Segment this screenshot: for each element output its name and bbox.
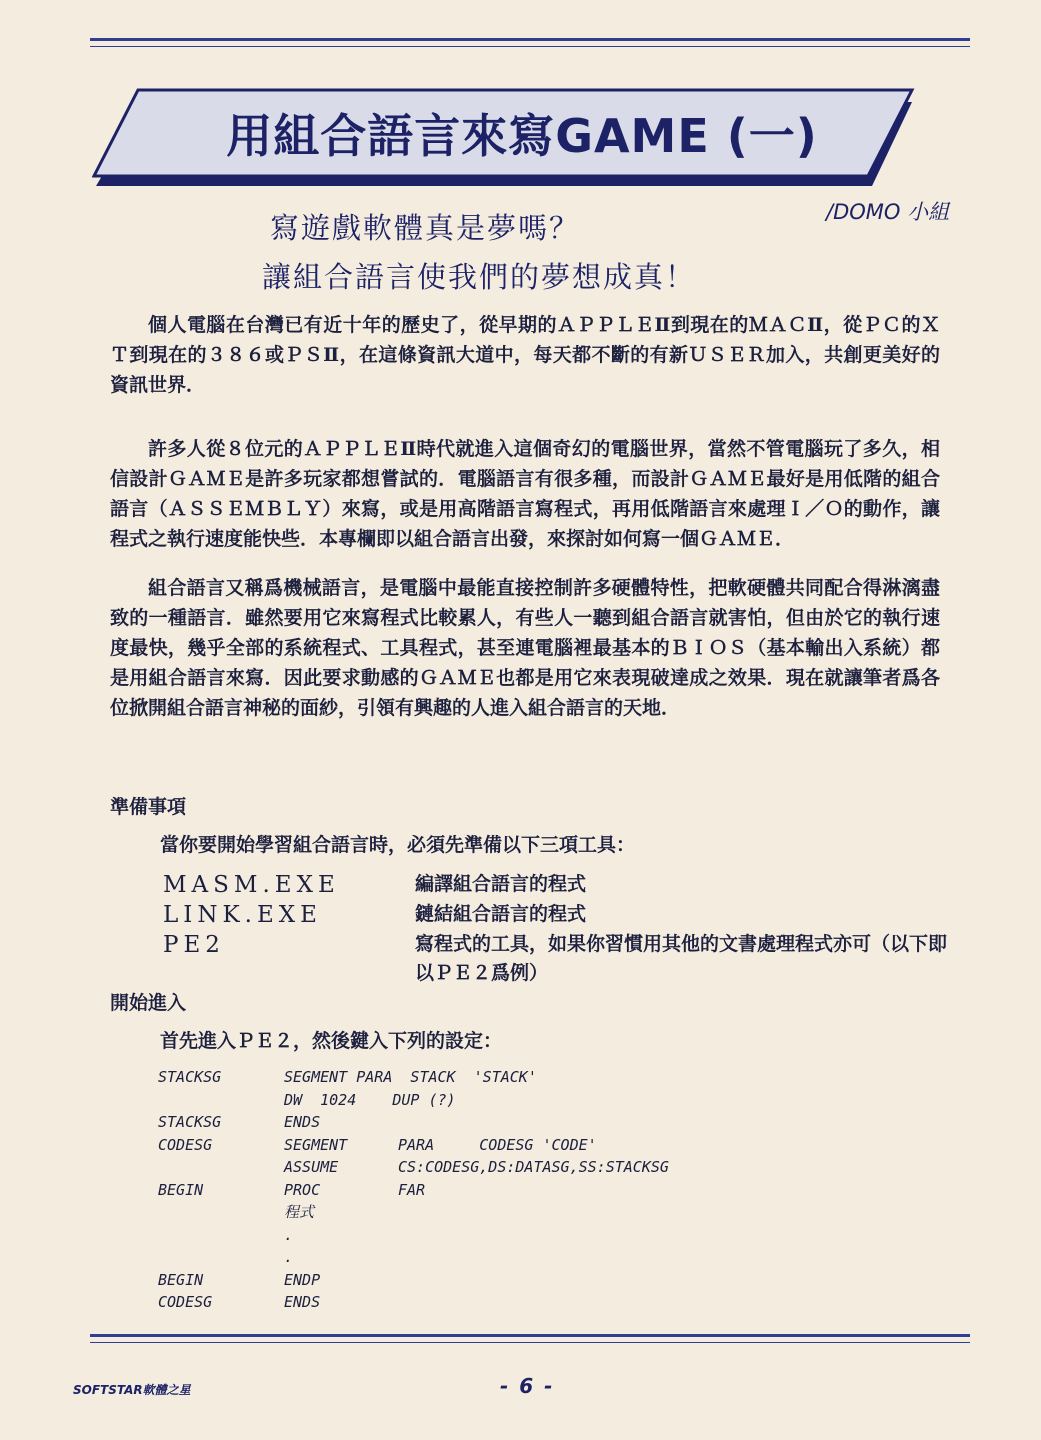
start-intro: 首先進入ＰＥ２，然後鍵入下列的設定： bbox=[160, 1030, 503, 1052]
footer-brand: SOFTSTAR軟體之星 bbox=[73, 1383, 191, 1397]
bottom-rule-thin bbox=[90, 1342, 970, 1343]
code-label bbox=[158, 1201, 284, 1224]
tools-list bbox=[163, 870, 953, 988]
code-label: CODESG bbox=[158, 1293, 213, 1311]
code-line bbox=[158, 1089, 798, 1112]
paragraph-1: 個人電腦在台灣已有近十年的歷史了，從早期的ＡＰＰＬＥⅡ到現在的ＭＡＣⅡ，從ＰＣ的ＸＴ到現在的３８６或ＰＳⅡ，在這條資訊大道中，每天都不斷的有新ＵＳＥＲ加入，共創更美好的資訊世界． bbox=[110, 314, 940, 396]
code-op: . bbox=[284, 1248, 294, 1266]
code-arg bbox=[398, 1269, 798, 1292]
tool-name: LINK.EXE bbox=[163, 902, 322, 928]
tool-item bbox=[163, 930, 953, 988]
code-arg: FAR bbox=[398, 1180, 426, 1199]
code-label bbox=[158, 1156, 284, 1179]
code-arg bbox=[398, 1246, 798, 1269]
article-title: 用組合語言來寫GAME (一) bbox=[226, 109, 818, 163]
code-line bbox=[158, 1111, 798, 1134]
code-line bbox=[158, 1269, 798, 1292]
code-op: 程式 bbox=[284, 1203, 315, 1221]
code-line bbox=[158, 1156, 798, 1179]
tool-desc: 鏈結組合語言的程式 bbox=[415, 903, 587, 925]
code-arg bbox=[398, 1066, 798, 1089]
code-op: SEGMENT bbox=[284, 1135, 348, 1154]
code-arg bbox=[398, 1224, 798, 1247]
paragraph-2: 許多人從８位元的ＡＰＰＬＥⅡ時代就進入這個奇幻的電腦世界，當然不管電腦玩了多久，相信設計ＧＡＭＥ是許多玩家都想嘗試的．電腦語言有很多種，而設計ＧＡＭＥ最好是用低階的組合語言（ＡＳＳＥＭＢＬＹ）來寫，或是用高階語言寫程式，再用低階語言來處理Ｉ／Ｏ的動作，讓程式之執行速度能快些．本專欄即以組合語言出發，來探討如何寫一個ＧＡＭＥ． bbox=[110, 438, 940, 550]
code-arg bbox=[398, 1089, 798, 1112]
code-op: SEGMENT PARA STACK 'STACK' bbox=[284, 1068, 537, 1086]
code-label: CODESG bbox=[158, 1135, 213, 1154]
code-op: ENDS bbox=[284, 1113, 321, 1131]
top-rule bbox=[90, 38, 970, 41]
code-op: . bbox=[284, 1225, 294, 1244]
subtitle-line-2: 讓組合語言使我們的夢想成真！ bbox=[262, 260, 697, 294]
tool-desc: 編譯組合語言的程式 bbox=[415, 873, 587, 895]
code-line bbox=[158, 1134, 798, 1157]
tool-desc: 寫程式的工具，如果你習慣用其他的文書處理程式亦可（以下即以ＰＥ２爲例） bbox=[415, 933, 948, 984]
code-arg bbox=[398, 1201, 798, 1224]
code-arg: CS:CODESG,DS:DATASG,SS:STACKSG bbox=[398, 1158, 669, 1176]
code-op: PROC bbox=[284, 1180, 321, 1199]
heading-prepare: 準備事項 bbox=[110, 796, 187, 818]
code-op: ENDS bbox=[284, 1293, 321, 1311]
code-label bbox=[158, 1246, 284, 1269]
top-rule-thin bbox=[90, 46, 970, 47]
tool-name: PE2 bbox=[163, 932, 225, 958]
code-label: STACKSG bbox=[158, 1113, 222, 1131]
tool-item bbox=[163, 900, 953, 930]
code-op: DW 1024 DUP (?) bbox=[284, 1090, 456, 1109]
code-arg bbox=[398, 1111, 798, 1134]
code-line bbox=[158, 1179, 798, 1202]
code-label: BEGIN bbox=[158, 1270, 204, 1289]
author-credit: /DOMO 小組 bbox=[826, 200, 950, 224]
code-line bbox=[158, 1291, 798, 1314]
code-label bbox=[158, 1089, 284, 1112]
code-line bbox=[158, 1066, 798, 1089]
page-number: - 6 - bbox=[500, 1374, 555, 1398]
tool-item bbox=[163, 870, 953, 900]
title-banner bbox=[92, 84, 922, 188]
paragraph-3: 組合語言又稱爲機械語言，是電腦中最能直接控制許多硬體特性，把軟硬體共同配合得淋漓盡致的一種語言．雖然要用它來寫程式比較累人，有些人一聽到組合語言就害怕，但由於它的執行速度最快，幾乎全部的系統程式、工具程式，甚至連電腦裡最基本的ＢＩＯＳ（基本輸出入系統）都是用組合語言來寫．因此要求動感的ＧＡＭＥ也都是用它來表現破達成之效果．現在就讓筆者爲各位掀開組合語言神秘的面紗，引領有興趣的人進入組合語言的天地． bbox=[110, 577, 940, 719]
code-line bbox=[158, 1201, 798, 1224]
code-arg: PARA CODESG 'CODE' bbox=[398, 1135, 597, 1154]
code-label bbox=[158, 1224, 284, 1247]
code-op: ASSUME bbox=[284, 1158, 339, 1176]
subtitle-line-1: 寫遊戲軟體真是夢嗎？ bbox=[270, 211, 581, 245]
bottom-rule bbox=[90, 1334, 970, 1337]
code-op: ENDP bbox=[284, 1270, 321, 1289]
tool-name: MASM.EXE bbox=[163, 872, 340, 898]
heading-start: 開始進入 bbox=[110, 992, 187, 1014]
code-label: BEGIN bbox=[158, 1180, 204, 1199]
code-line bbox=[158, 1246, 798, 1269]
code-arg bbox=[398, 1291, 798, 1314]
code-label: STACKSG bbox=[158, 1068, 222, 1086]
prepare-intro: 當你要開始學習組合語言時，必須先準備以下三項工具： bbox=[160, 834, 636, 856]
code-listing bbox=[158, 1066, 798, 1314]
code-line bbox=[158, 1224, 798, 1247]
